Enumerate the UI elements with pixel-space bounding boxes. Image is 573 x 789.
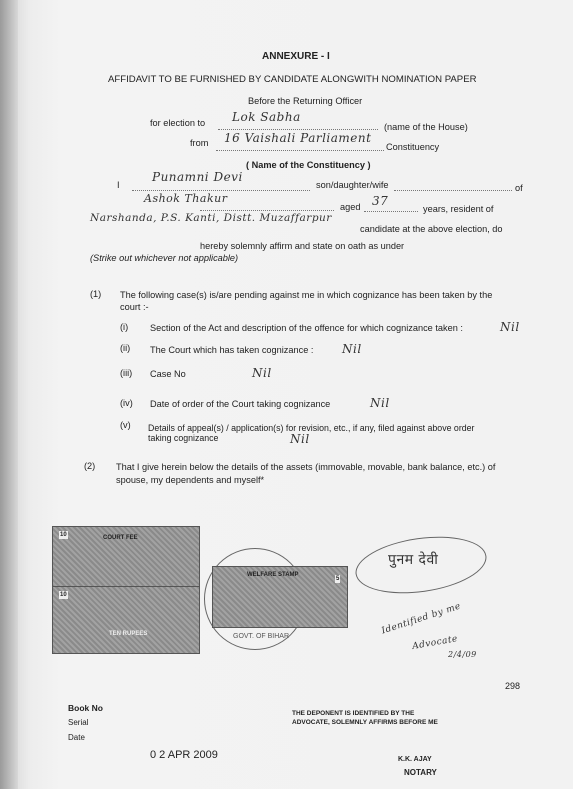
item-ii-label: The Court which has taken cognizance : [150, 345, 314, 355]
house-dotline [218, 129, 378, 130]
item-i-value: Nil [500, 320, 520, 334]
constituency-suffix: Constituency [386, 142, 440, 152]
house-suffix: (name of the House) [384, 122, 468, 132]
item-v-value: Nil [290, 432, 310, 446]
serial-label: Serial [68, 718, 89, 727]
small-date: 2/4/09 [448, 650, 477, 659]
item-v-label-cont: taking cognizance [148, 433, 219, 443]
item-v-number: (v) [120, 420, 131, 430]
relation-label: son/daughter/wife [316, 180, 389, 190]
of-label: of [515, 183, 523, 193]
house-value: Lok Sabha [232, 110, 301, 124]
affidavit-heading: AFFIDAVIT TO BE FURNISHED BY CANDIDATE ALONGWITH NOMINATION PAPER [108, 74, 477, 85]
affirm-text: hereby solemnly affirm and state on oath as under [200, 241, 405, 251]
hindi-signature: पुनम देवी [388, 552, 439, 568]
court-fee-stamp-top [52, 526, 200, 588]
item-i-label: Section of the Act and description of the offence for which cognizance taken : [150, 323, 463, 333]
section2-text: That I give herein below the details of the assets (immovable, movable, bank balance, etc.) of [116, 462, 496, 472]
section2-text-cont: spouse, my dependents and myself* [116, 475, 265, 485]
constituency-caption: ( Name of the Constituency ) [246, 160, 371, 170]
welfare-stamp [212, 566, 348, 628]
candidate-text: candidate at the above election, do [360, 224, 503, 234]
notary-line-2: ADVOCATE, SOLEMNLY AFFIRMS BEFORE ME [292, 719, 438, 726]
item-iii-value: Nil [252, 366, 272, 380]
date-label: Date [68, 733, 85, 742]
age-dotline [364, 211, 418, 212]
address-value: Narshanda, P.S. Kanti, Distt. Muzaffarpur [90, 212, 332, 224]
name-dotline [132, 190, 310, 191]
election-prefix: for election to [150, 118, 206, 128]
years-label: years, resident of [423, 204, 494, 214]
strike-text: (Strike out whichever not applicable) [90, 253, 239, 263]
father-dotline [200, 210, 334, 211]
notary-name: K.K. AJAY [398, 756, 432, 763]
page-edge-shadow [0, 0, 18, 789]
identified-note: Identified by me [380, 601, 463, 637]
item-ii-number: (ii) [120, 343, 131, 353]
section1-number: (1) [90, 289, 102, 299]
constituency-value: 16 Vaishali Parliament [224, 131, 372, 145]
stamp-court-fee-label: COURT FEE [103, 535, 138, 541]
stamp-ten-rupees: TEN RUPEES [109, 631, 148, 637]
from-label: from [190, 138, 209, 148]
welfare-stamp-label: WELFARE STAMP [247, 572, 299, 578]
constituency-dotline [216, 150, 384, 151]
section2-number: (2) [84, 461, 96, 471]
notary-line-1: THE DEPONENT IS IDENTIFIED BY THE [292, 710, 415, 717]
stamp-value-5: 5 [336, 576, 340, 582]
father-name: Ashok Thakur [144, 192, 228, 205]
item-iv-label: Date of order of the Court taking cognizance [150, 399, 331, 409]
declarant-name: Punamni Devi [152, 170, 243, 184]
notary-title: NOTARY [404, 768, 437, 777]
advocate-note: Advocate [411, 634, 459, 652]
i-label: I [117, 180, 120, 190]
stamp-value-10: 10 [60, 532, 67, 538]
annexure-title: ANNEXURE - I [262, 51, 330, 62]
item-iv-number: (iv) [120, 398, 133, 408]
relation-dotline [394, 190, 512, 191]
court-fee-stamp-bottom [52, 586, 200, 654]
date-stamp: 0 2 APR 2009 [150, 749, 218, 761]
item-iii-label: Case No [150, 369, 186, 379]
item-v-label: Details of appeal(s) / application(s) for revision, etc., if any, filed against above order [148, 423, 475, 433]
before-officer: Before the Returning Officer [248, 96, 363, 106]
aged-label: aged [340, 202, 361, 212]
book-no-label: Book No [68, 703, 103, 713]
stamp-value-10-2: 10 [60, 592, 67, 598]
item-iii-number: (iii) [120, 368, 133, 378]
section1-text-cont: court :- [120, 302, 149, 312]
item-ii-value: Nil [342, 342, 362, 356]
section1-text: The following case(s) is/are pending against me in which cognizance has been taken by the [120, 290, 493, 300]
seal-text: GOVT. OF BIHAR [233, 633, 290, 640]
item-i-number: (i) [120, 322, 129, 332]
item-iv-value: Nil [370, 396, 390, 410]
page-number: 298 [505, 681, 521, 691]
age-value: 37 [372, 194, 389, 208]
